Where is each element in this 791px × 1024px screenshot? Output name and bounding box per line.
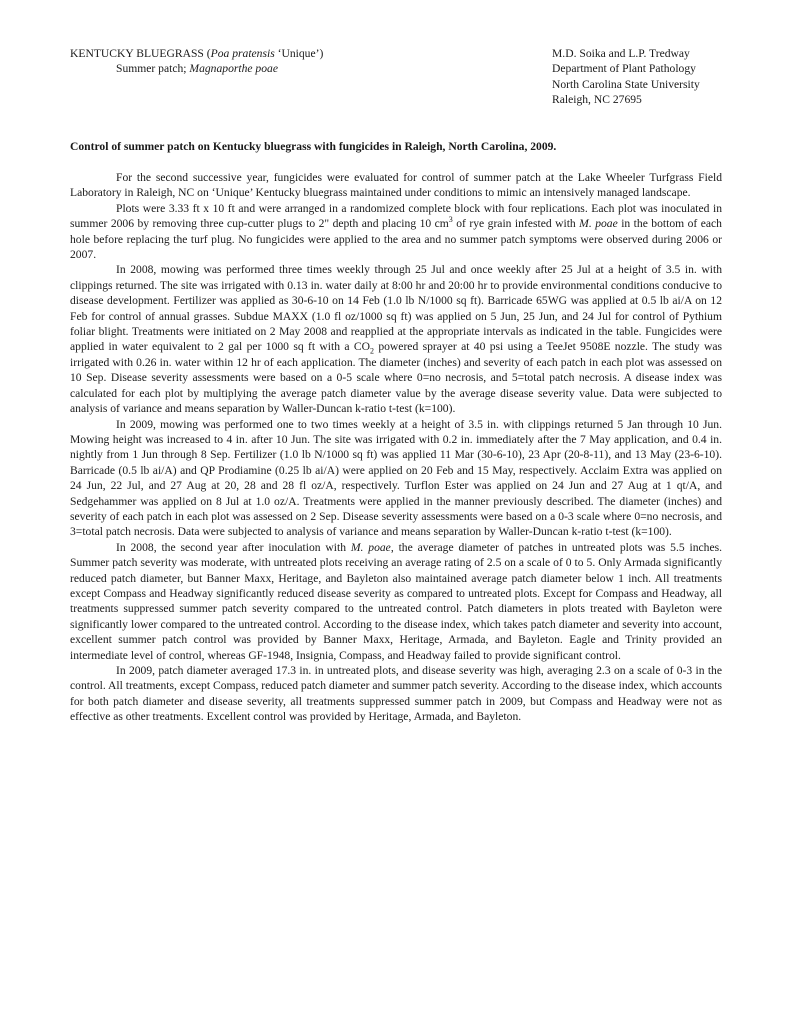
paragraph-intro: For the second successive year, fungicides were evaluated for control of summer patch at the Lake Wheeler Turfgrass Field Laboratory in Raleigh, NC on ‘Unique’ Kentucky bluegrass maintained under conditions to mimic an intensively managed landscape.	[70, 171, 722, 200]
text-run: Plots were 3.33 ft x 10 ft and were arranged in a randomized complete block with four replications. Each plot was inoculated in summer 2006 by removing three cup-cutter plugs to 2" depth and placing 10 cm	[70, 201, 722, 231]
crop-species: Poa pratensis	[210, 47, 275, 60]
paragraph-2008-results	[70, 540, 722, 663]
text-run: of rye grain infested with	[452, 217, 580, 231]
text-run: In 2008, mowing was performed three times weekly through 25 Jul and once weekly after 25 Jul at a height of 3.5 in. with clippings returned. The site was irrigated with 0.13 in. water daily at 8:00 hr and 20:00 hr to provide environmental conditions conducive to disease development. Fertilizer was applied as 30-6-10 on 14 Feb (1.0 lb N/1000 sq ft). Barricade 65WG was applied at 0.5 lb ai/A on 12 Feb for control of annual grasses. Subdue MAXX (1.0 fl oz/1000 sq ft) was applied on 5 Jun, 25 Jun, and 24 Jul for control of Pythium foliar blight. Treatments were initiated on 2 May 2008 and reapplied at the appropriate intervals as indicated in the table. Fungicides were applied in water equivalent to 2 gal per 1000 sq ft with a CO	[70, 263, 722, 354]
subscript: 2	[369, 346, 374, 356]
pathogen-name: Magnaporthe poae	[189, 62, 278, 76]
pathogen-italic: M. poae	[350, 540, 391, 554]
paragraph-2009-methods: In 2009, mowing was performed one to two times weekly at a height of 3.5 in. with clippings returned 5 Jan through 10 Jun. Mowing height was increased to 4 in. after 10 Jun. The site was irrigated with 0.2 in. immediately after the 7 May application, and 0.4 in. nightly from 1 Jun through 8 Sep. Fertilizer (1.0 lb N/1000 sq ft) was applied 11 Mar (30-6-10), 23 Apr (20-8-11), and 13 May (23-6-10). Barricade (0.5 lb ai/A) and QP Prodiamine (0.25 lb ai/A) were applied on 20 Feb and 15 May, respectively. Acclaim Extra was applied on 24 Jun, 22 Jul, and 27 Aug at 20, 28 and 28 fl oz/A, respectively. Turflon Ester was applied on 24 Jun and 27 Aug at 1 qt/A, and Sedgehammer was applied on 8 Jul at 1.0 oz/A. Treatments were applied in the manner previously described. The diameter (inches) and severity of each patch in each plot was assessed on 2 Sep. Disease severity assessments were based on a 0-3 scale where 0=no necrosis, and 3=total patch necrosis. Data were subjected to analysis of variance and means separation by Waller-Duncan k-ratio t-test (k=100).	[70, 417, 722, 539]
report-body	[70, 170, 722, 725]
crop-line	[70, 46, 490, 61]
text-run: In 2008, the second year after inoculation with	[116, 540, 351, 554]
pathogen-italic: M. poae	[579, 217, 618, 231]
report-title: Control of summer patch on Kentucky bluegrass with fungicides in Raleigh, North Carolina, 2009.	[70, 140, 557, 153]
disease-line	[70, 61, 490, 76]
crop-name: KENTUCKY BLUEGRASS (	[70, 47, 211, 60]
paragraph-2008-methods	[70, 262, 722, 416]
university: North Carolina State University	[552, 77, 700, 91]
authors: M.D. Soika and L.P. Tredway	[552, 47, 690, 60]
text-run: in the bottom of each hole before replacing the turf plug. No fungicides were applied to the area and no summer patch symptoms were observed during 2006 or 2007.	[70, 217, 722, 262]
department: Department of Plant Pathology	[552, 62, 696, 76]
disease-name: Summer patch;	[116, 62, 190, 76]
header-right	[552, 46, 772, 108]
paragraph-plot-setup	[70, 201, 722, 263]
crop-cultivar: ‘Unique’)	[274, 47, 324, 60]
paragraph-2009-results: In 2009, patch diameter averaged 17.3 in. in untreated plots, and disease severity was high, averaging 2.3 on a scale of 0-3 in the control. All treatments, except Compass, reduced patch diameter and summer patch severity. According to the disease index, which accounts for both patch diameter and disease severity, all treatments suppressed summer patch in 2009, but Compass and Headway were not as effective as other treatments. Excellent control was provided by Heritage, Armada, and Bayleton.	[70, 664, 722, 724]
location: Raleigh, NC 27695	[552, 93, 642, 107]
text-run: , the average diameter of patches in untreated plots was 5.5 inches. Summer patch severity was moderate, with untreated plots receiving an average rating of 2.5 on a scale of 0 to 5. Only Armada significantly reduced patch diameter, but Banner Maxx, Heritage, and Bayleton also maintained average patch diameter below 1 inch. All treatments except Compass and Headway significantly reduced disease severity as compared to untreated plots. Except for Compass and Headway, all treatments suppressed summer patch severity compared to the untreated control. Patch diameters in plots treated with Bayleton were significantly lower compared to the untreated control. According to the disease index, which takes patch diameter and severity into account, excellent summer patch control was provided by Banner Maxx, Heritage, Armada, and Bayleton. Eagle and Trinity provided an intermediate level of control, whereas GF-1948, Insignia, Compass, and Headway failed to provide significant control.	[70, 540, 723, 662]
text-run: powered sprayer at 40 psi using a TeeJet 9508E nozzle. The study was irrigated with 0.26 in. water within 12 hr of each application. The diameter (inches) and severity of each patch in each plot was assessed on 10 Sep. Disease severity assessments were based on a 0-5 scale where 0=no necrosis, and 5=total patch necrosis. A disease index was calculated for each plot by multiplying the average patch diameter value by the average disease severity value. Data were subjected to analysis of variance and means separation by Waller-Duncan k-ratio t-test (k=100).	[70, 340, 722, 416]
superscript: 3	[448, 215, 453, 225]
header-left	[70, 46, 490, 77]
